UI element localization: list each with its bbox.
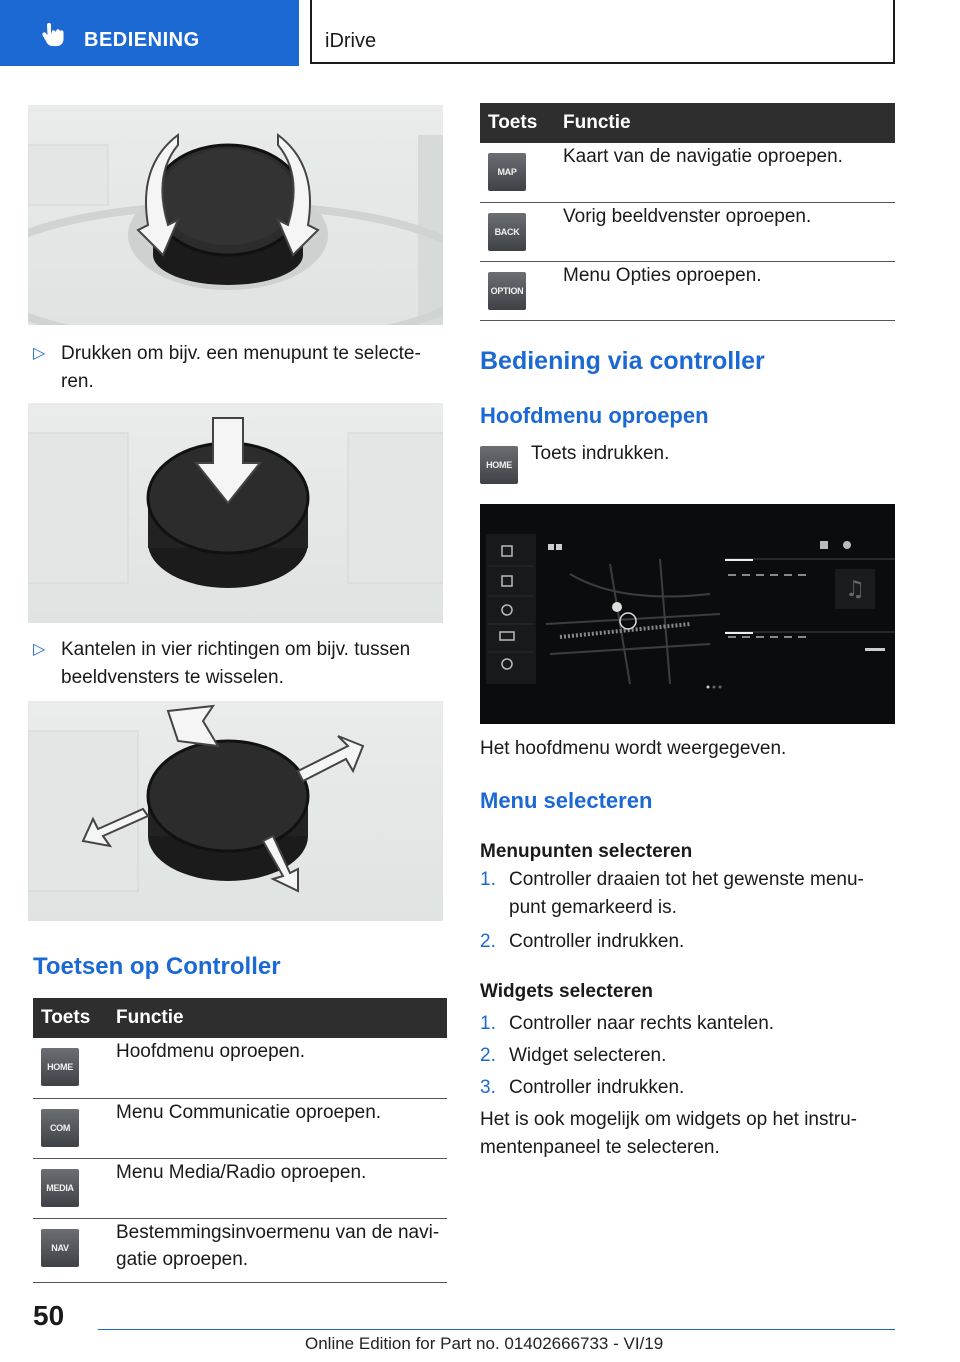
back-key-icon: BACK bbox=[488, 213, 526, 251]
idrive-main-menu-screenshot bbox=[480, 504, 895, 724]
triangle-bullet-icon: ▷ bbox=[33, 641, 46, 658]
col-header-toets: Toets bbox=[33, 998, 116, 1038]
table-row: BACK Vorig beeldvenster oproepen. bbox=[480, 202, 895, 261]
controller-rotate-illustration bbox=[28, 105, 443, 325]
com-key-icon: COM bbox=[41, 1109, 79, 1147]
table-row: COM Menu Communicatie oproepen. bbox=[33, 1098, 447, 1158]
section-title: BEDIENING bbox=[84, 29, 200, 51]
hand-pointer-icon bbox=[38, 22, 66, 50]
nav-key-icon: NAV bbox=[41, 1229, 79, 1267]
controller-keys-table bbox=[33, 998, 447, 1283]
steps-widgets: 1. Controller naar rechts kantelen. 2. Widget selecteren. 3. Controller indrukken. bbox=[480, 1013, 775, 1098]
heading-menu-selecteren: Menu selecteren bbox=[480, 788, 653, 813]
table-row: MAP Kaart van de navigatie oproepen. bbox=[480, 143, 895, 202]
table-row: HOME Hoofdmenu oproepen. bbox=[33, 1038, 447, 1098]
heading-hoofdmenu: Hoofdmenu oproepen bbox=[480, 403, 709, 428]
media-key-icon: MEDIA bbox=[41, 1169, 79, 1207]
option-key-icon: OPTION bbox=[488, 272, 526, 310]
home-instruction: Toets indrukken. bbox=[531, 443, 670, 464]
controller-press-illustration bbox=[28, 403, 443, 623]
steps-menupunten: 1. Controller draaien tot het gewenste menu‐punt gemarkeerd is. 2. Controller indrukken. bbox=[480, 869, 864, 952]
map-key-icon: MAP bbox=[488, 153, 526, 191]
svg-text:♫: ♫ bbox=[845, 577, 865, 602]
home-key-icon: HOME bbox=[480, 446, 518, 484]
table-row: MEDIA Menu Media/Radio oproepen. bbox=[33, 1158, 447, 1218]
screen-caption: Het hoofdmenu wordt weergegeven. bbox=[480, 738, 787, 759]
table-row: NAV Bestemmingsinvoermenu van de navi‐gatie oproepen. bbox=[33, 1218, 447, 1282]
header-frame bbox=[310, 0, 895, 64]
subheading-menupunten: Menupunten selecteren bbox=[480, 841, 693, 862]
controller-keys-table-2 bbox=[480, 103, 895, 321]
table-row: OPTION Menu Opties oproepen. bbox=[480, 261, 895, 320]
subheading-widgets: Widgets selecteren bbox=[480, 981, 654, 1002]
col-header-functie: Functie bbox=[116, 998, 447, 1038]
home-key-icon: HOME bbox=[41, 1048, 79, 1086]
heading-toetsen: Toetsen op Controller bbox=[33, 953, 281, 980]
page-title: iDrive bbox=[325, 30, 377, 52]
closing-note: Het is ook mogelijk om widgets op het instru‐mentenpaneel te selecteren. bbox=[480, 1109, 857, 1158]
controller-tilt-illustration bbox=[28, 701, 443, 921]
footer-rule bbox=[98, 1329, 895, 1330]
triangle-bullet-icon: ▷ bbox=[33, 345, 46, 362]
heading-bediening: Bediening via controller bbox=[480, 347, 765, 375]
page-number: 50 bbox=[33, 1300, 65, 1331]
footer-edition: Online Edition for Part no. 01402666733 - VI/19 bbox=[305, 1334, 664, 1353]
col-header-toets: Toets bbox=[480, 103, 563, 143]
col-header-functie: Functie bbox=[563, 103, 895, 143]
